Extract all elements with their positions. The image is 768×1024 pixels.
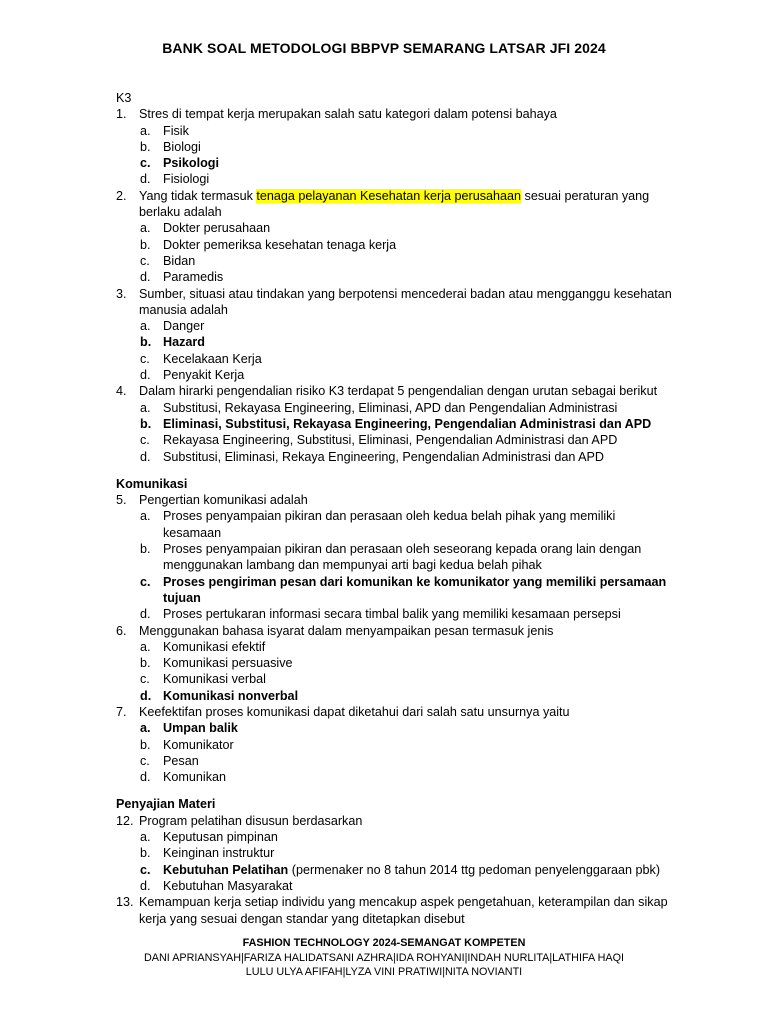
option-text: Komunikator <box>163 737 234 752</box>
option-5c-correct <box>116 574 676 607</box>
option-text: Fisiologi <box>163 172 210 187</box>
option-3d <box>116 367 676 383</box>
question-text: Kemampuan kerja setiap individu yang mencakup aspek pengetahuan, keterampilan dan sikap kerja yang sesuai dengan standar yang ditetapkan disebut <box>139 895 668 926</box>
option-letter: c. <box>140 253 150 268</box>
question-text: Pengertian komunikasi adalah <box>139 493 308 508</box>
option-3c <box>116 351 676 367</box>
option-letter: d. <box>140 172 151 187</box>
option-text: Eliminasi, Substitusi, Rekayasa Engineering, Pengendalian Administrasi dan APD <box>163 416 652 431</box>
option-letter: d. <box>140 270 151 285</box>
question-number: 12. <box>116 813 134 828</box>
option-text: Komunikasi verbal <box>163 672 266 687</box>
option-letter: b. <box>140 656 151 671</box>
option-letter: a. <box>140 319 151 334</box>
question-text: Sumber, situasi atau tindakan yang berpotensi mencederai badan atau mengganggu kesehatan manusia adalah <box>139 286 672 317</box>
option-text: Paramedis <box>163 270 224 285</box>
option-letter: c. <box>140 156 151 171</box>
option-12c-correct <box>116 862 676 878</box>
option-letter: a. <box>140 123 151 138</box>
option-6a <box>116 639 676 655</box>
option-text: Kebutuhan Masyarakat <box>163 878 293 893</box>
option-letter: a. <box>140 639 151 654</box>
option-7b <box>116 737 676 753</box>
option-2d <box>116 269 676 285</box>
question-number: 4. <box>116 384 127 399</box>
option-6b <box>116 655 676 671</box>
question-text: Program pelatihan disusun berdasarkan <box>139 813 363 828</box>
section-heading-penyajian-materi: Penyajian Materi <box>116 797 216 812</box>
option-text: Keinginan instruktur <box>163 846 275 861</box>
option-6d-correct <box>116 688 676 704</box>
option-letter: a. <box>140 400 151 415</box>
option-4a <box>116 400 676 416</box>
option-12a <box>116 829 676 845</box>
footer-authors-line-1: DANI APRIANSYAH|FARIZA HALIDATSANI AZHRA|IDA ROHYANI|INDAH NURLITA|LATHIFA HAQI <box>144 952 624 964</box>
question-number: 1. <box>116 107 127 122</box>
question-text: Dalam hirarki pengendalian risiko K3 terdapat 5 pengendalian dengan urutan sebagai berikut <box>139 384 658 399</box>
option-3a <box>116 318 676 334</box>
option-2a <box>116 220 676 236</box>
question-number: 2. <box>116 188 127 203</box>
option-letter: b. <box>140 139 151 154</box>
option-text: Komunikasi persuasive <box>163 656 293 671</box>
option-1b <box>116 139 676 155</box>
option-text: Dokter perusahaan <box>163 221 271 236</box>
option-5a <box>116 508 676 541</box>
document-title: BANK SOAL METODOLOGI BBPVP SEMARANG LATSAR JFI 2024 <box>162 40 606 56</box>
option-12b <box>116 845 676 861</box>
option-text: Psikologi <box>163 156 219 171</box>
section-spacer <box>116 465 676 476</box>
option-text: Proses pertukaran informasi secara timbal balik yang memiliki kesamaan persepsi <box>163 607 621 622</box>
option-3b-correct <box>116 334 676 350</box>
option-text: Dokter pemeriksa kesehatan tenaga kerja <box>163 237 397 252</box>
question-3 <box>116 286 676 319</box>
option-7c <box>116 753 676 769</box>
option-1c-correct <box>116 155 676 171</box>
option-letter: d. <box>140 770 151 785</box>
option-letter: d. <box>140 688 152 703</box>
footer-authors-line-2: LULU ULYA AFIFAH|LYZA VINI PRATIWI|NITA NOVIANTI <box>245 966 523 978</box>
section-spacer <box>116 785 676 796</box>
option-text: Komunikasi nonverbal <box>163 688 299 703</box>
option-text: Pesan <box>163 753 199 768</box>
option-letter: c. <box>140 672 150 687</box>
section-heading-k3: K3 <box>116 91 132 105</box>
option-letter: a. <box>140 509 151 524</box>
option-5b <box>116 541 676 574</box>
question-7 <box>116 704 676 720</box>
question-text-before: Yang tidak termasuk <box>139 188 257 203</box>
option-letter: b. <box>140 237 151 252</box>
question-2 <box>116 188 676 221</box>
option-letter: b. <box>140 335 152 350</box>
option-text: Komunikan <box>163 770 227 785</box>
highlighted-text: tenaga pelayanan Kesehatan kerja perusahaan <box>256 188 522 203</box>
option-6c <box>116 671 676 687</box>
question-text: Keefektifan proses komunikasi dapat diketahui dari salah satu unsurnya yaitu <box>139 704 570 719</box>
question-number: 6. <box>116 623 127 638</box>
option-text: Penyakit Kerja <box>163 368 245 383</box>
question-number: 13. <box>116 895 134 910</box>
option-12d <box>116 878 676 894</box>
question-5 <box>116 492 676 508</box>
option-2c <box>116 253 676 269</box>
question-13 <box>116 894 676 927</box>
question-text: Stres di tempat kerja merupakan salah satu kategori dalam potensi bahaya <box>139 107 557 122</box>
option-text: Proses penyampaian pikiran dan perasaan oleh seseorang kepada orang lain dengan menggunakan lambang dan mempunyai arti bagi kedua belah pihak <box>163 542 642 573</box>
option-text: Substitusi, Eliminasi, Rekaya Engineering, Pengendalian Administrasi dan APD <box>163 449 605 464</box>
option-text: Umpan balik <box>163 721 238 736</box>
option-text: Kecelakaan Kerja <box>163 351 262 366</box>
option-letter: c. <box>140 862 151 877</box>
option-7a-correct <box>116 720 676 736</box>
question-6 <box>116 623 676 639</box>
option-2b <box>116 237 676 253</box>
question-1 <box>116 106 676 122</box>
option-letter: d. <box>140 449 151 464</box>
option-text: Kebutuhan Pelatihan <box>163 862 289 877</box>
option-text: Komunikasi efektif <box>163 639 266 654</box>
option-letter: b. <box>140 846 151 861</box>
footer-title: FASHION TECHNOLOGY 2024-SEMANGAT KOMPETEN <box>242 937 526 949</box>
option-letter: b. <box>140 542 151 557</box>
question-number: 3. <box>116 286 127 301</box>
option-4c <box>116 432 676 448</box>
section-heading-komunikasi: Komunikasi <box>116 476 188 491</box>
option-letter: a. <box>140 721 151 736</box>
option-4b-correct <box>116 416 676 432</box>
option-text: Keputusan pimpinan <box>163 830 278 845</box>
option-text: Rekayasa Engineering, Substitusi, Eliminasi, Pengendalian Administrasi dan APD <box>163 433 618 448</box>
option-4d <box>116 449 676 465</box>
question-12 <box>116 813 676 829</box>
option-letter: b. <box>140 737 151 752</box>
option-letter: d. <box>140 878 151 893</box>
option-note: (permenaker no 8 tahun 2014 ttg pedoman penyelenggaraan pbk) <box>288 862 661 877</box>
option-text: Bidan <box>163 253 196 268</box>
option-text: Hazard <box>163 335 205 350</box>
option-letter: d. <box>140 368 151 383</box>
option-letter: d. <box>140 607 151 622</box>
option-letter: c. <box>140 433 150 448</box>
question-text: Menggunakan bahasa isyarat dalam menyampaikan pesan termasuk jenis <box>139 623 554 638</box>
option-7d <box>116 769 676 785</box>
option-1a <box>116 123 676 139</box>
option-text: Biologi <box>163 139 201 154</box>
option-text: Proses penyampaian pikiran dan perasaan oleh kedua belah pihak yang memiliki kesamaan <box>163 509 616 540</box>
option-letter: c. <box>140 753 150 768</box>
option-letter: a. <box>140 221 151 236</box>
option-5d <box>116 606 676 622</box>
option-text: Proses pengiriman pesan dari komunikan ke komunikator yang memiliki persamaan tujuan <box>163 574 667 605</box>
option-letter: c. <box>140 574 151 589</box>
question-number: 7. <box>116 704 127 719</box>
question-number: 5. <box>116 493 127 508</box>
question-list <box>116 90 676 927</box>
question-text-after: sesuai peraturan yang berlaku adalah <box>139 188 650 220</box>
option-text: Substitusi, Rekayasa Engineering, Eliminasi, APD dan Pengendalian Administrasi <box>163 400 618 415</box>
option-text: Fisik <box>163 123 189 138</box>
option-text: Danger <box>163 319 205 334</box>
option-letter: b. <box>140 416 152 431</box>
option-letter: a. <box>140 830 151 845</box>
option-letter: c. <box>140 351 150 366</box>
question-4 <box>116 383 676 399</box>
option-1d <box>116 171 676 187</box>
